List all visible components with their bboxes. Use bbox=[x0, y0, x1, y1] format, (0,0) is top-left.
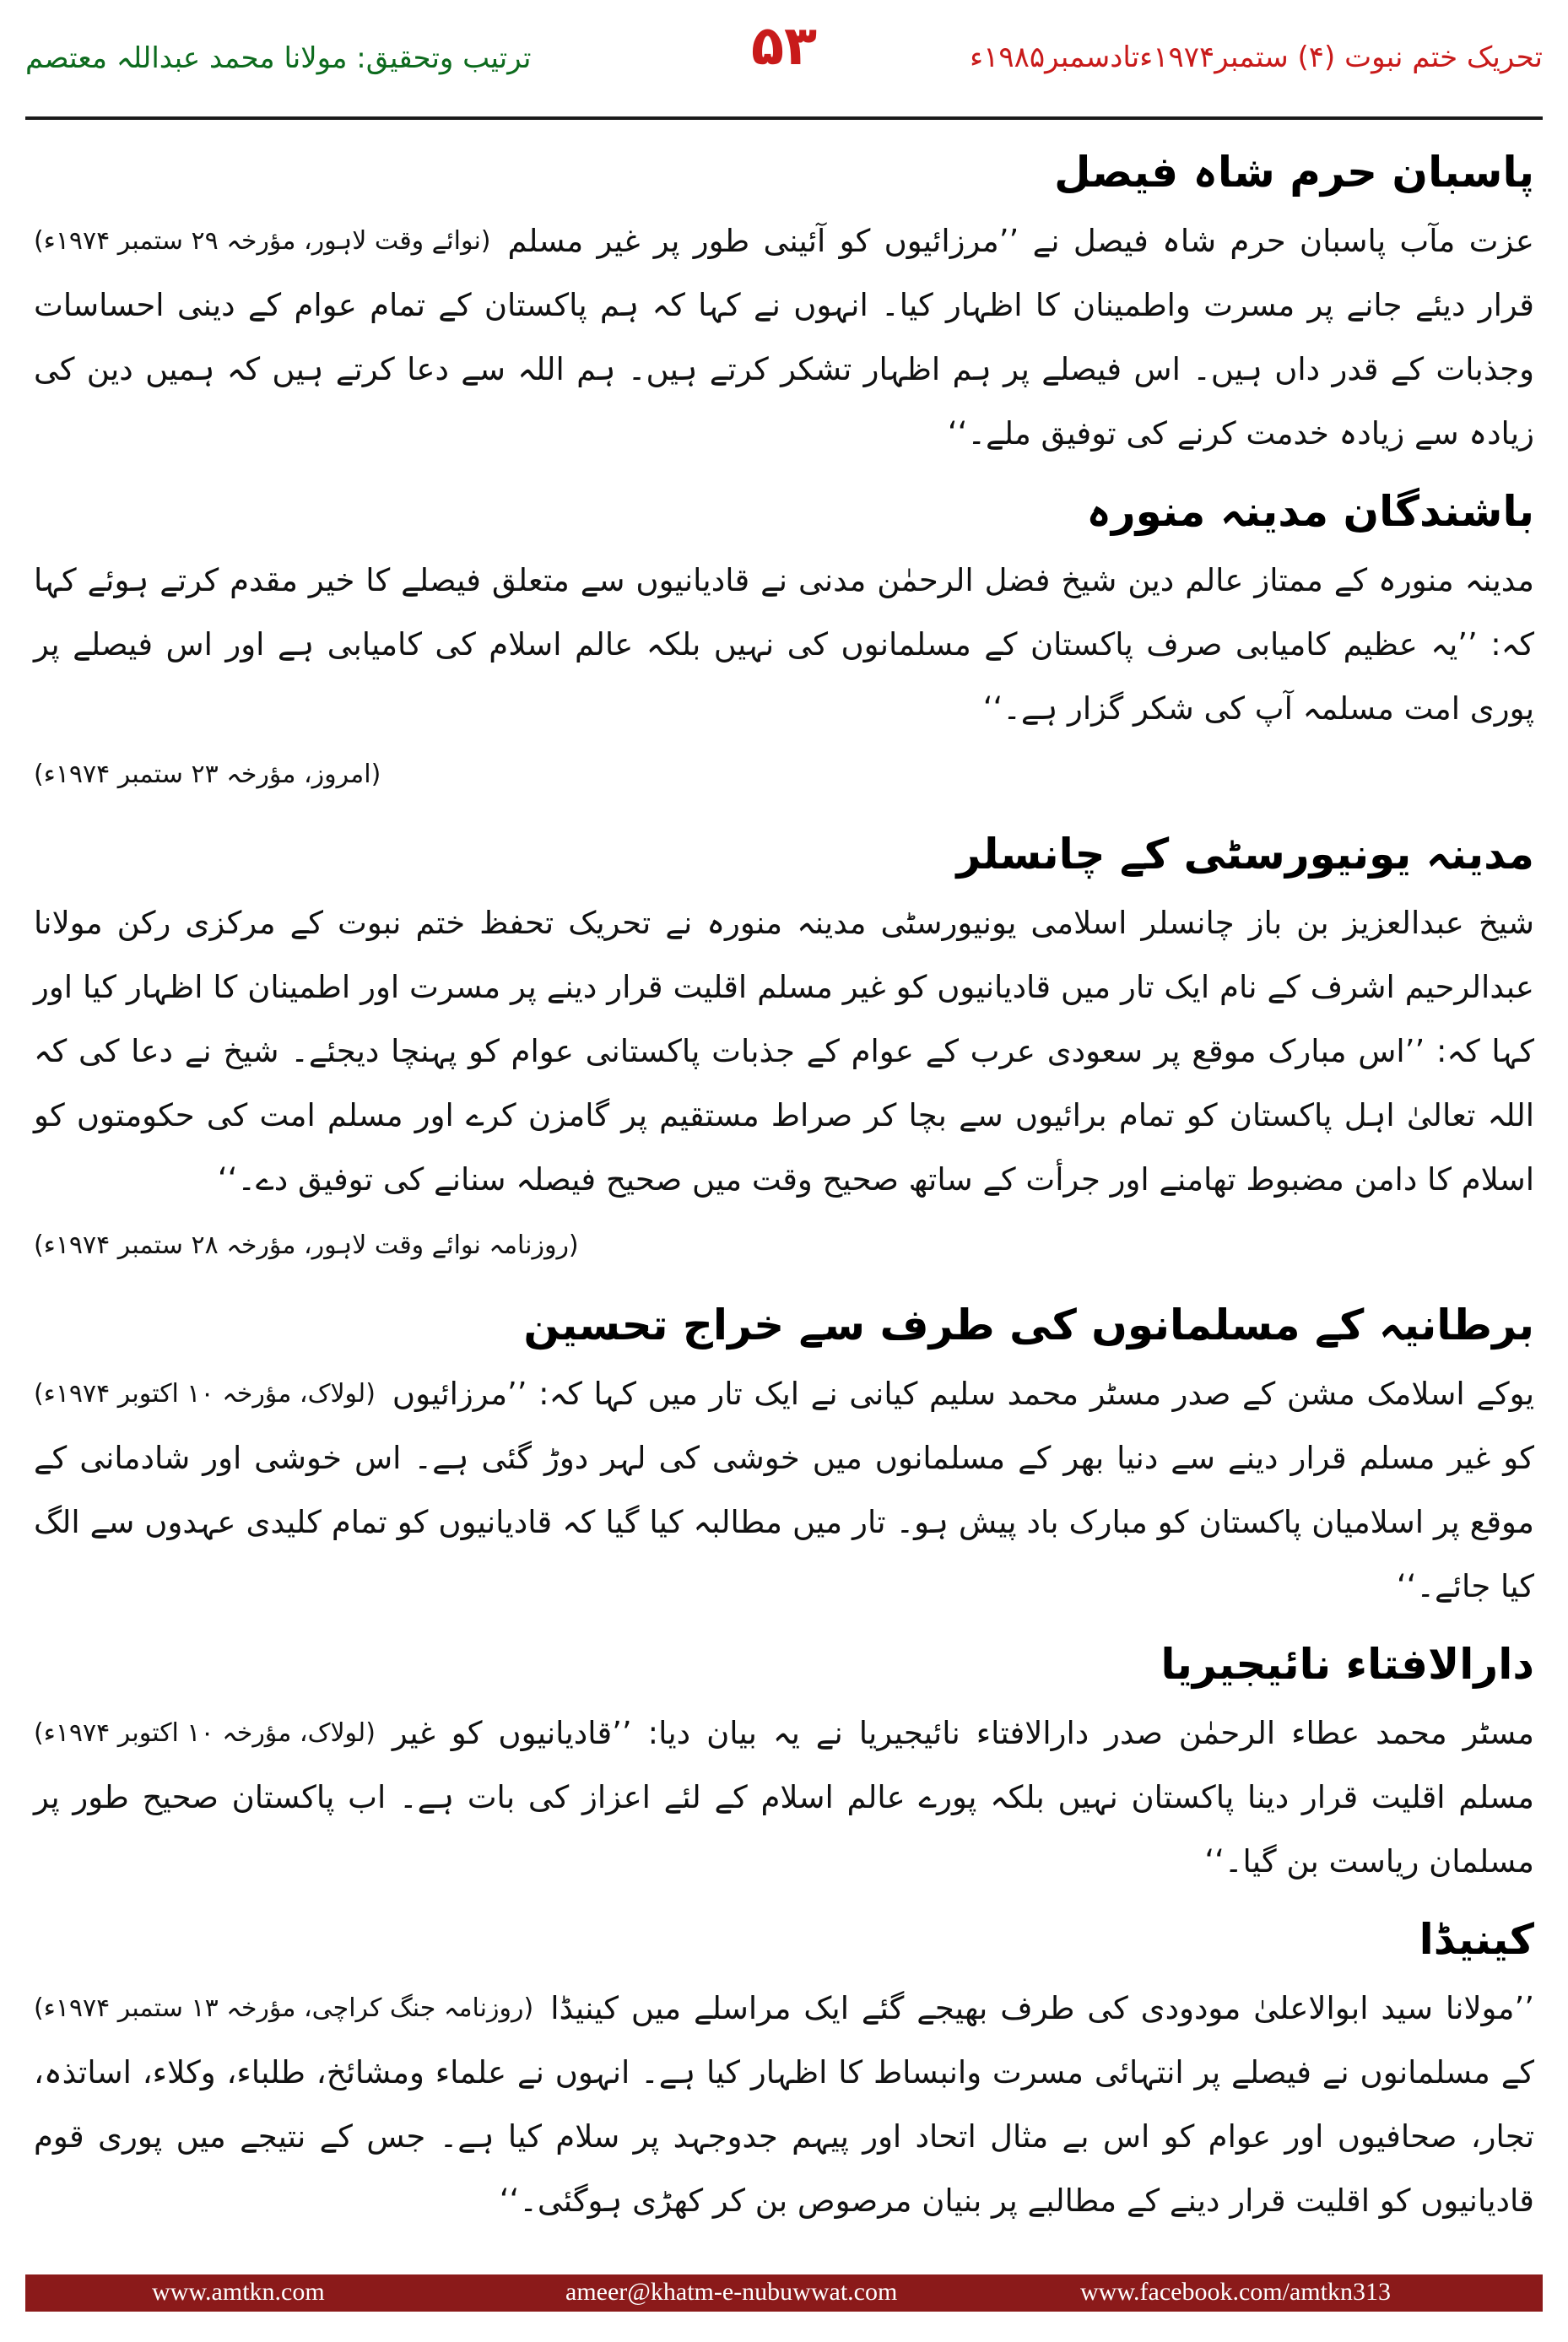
facebook-link[interactable]: www.facebook.com/amtkn313 bbox=[1080, 2278, 1391, 2306]
citation: (امروز، مؤرخہ ۲۳ ستمبر ۱۹۷۴ء) bbox=[34, 760, 381, 789]
section-nigeria bbox=[34, 1627, 1534, 1894]
section-paragraph bbox=[34, 1701, 1534, 1894]
section-madinah-residents bbox=[34, 474, 1534, 809]
citation: (لولاک، مؤرخہ ۱۰ اکتوبر ۱۹۷۴ء) bbox=[34, 1718, 376, 1748]
page-number: ۵۳ bbox=[750, 15, 818, 78]
section-shah-faisal bbox=[34, 135, 1534, 466]
section-heading: باشندگان مدینہ منورہ bbox=[1086, 487, 1534, 536]
paragraph-text: عزت مآب پاسبان حرم شاہ فیصل نے ’’مرزائیوں کو آئینی طور پر غیر مسلم قرار دیئے جانے پر مسرت واطمینان کا اظہار کیا۔ انہوں نے کہا کہ ہم پاکستان کے تمام عوام کے دینی احساسات وجذبات کے قدر داں ہیں۔ اس فیصلے پر ہم اظہار تشکر کرتے ہیں۔ ہم اللہ سے دعا کرتے ہیں کہ ہمیں دین کی زیادہ سے زیادہ خدمت کرنے کی توفیق ملے۔‘‘ bbox=[34, 223, 1534, 452]
header-divider bbox=[25, 116, 1543, 120]
section-heading: مدینہ یونیورسٹی کے چانسلر bbox=[956, 830, 1534, 879]
section-canada bbox=[34, 1902, 1534, 2233]
website-link[interactable]: www.amtkn.com bbox=[152, 2278, 325, 2306]
citation: (روزنامہ نوائے وقت لاہور، مؤرخہ ۲۸ ستمبر ۱۹۷۴ء) bbox=[34, 1230, 579, 1260]
paragraph-text: مسٹر محمد عطاء الرحمٰن صدر دارالافتاء نائیجیریا نے یہ بیان دیا: ’’قادیانیوں کو غیر مسلم اقلیت قرار دینا پاکستان نہیں بلکہ پورے عالم اسلام کے لئے اعزاز کی بات ہے۔ اب پاکستان صحیح طور پر مسلمان ریاست بن گیا۔‘‘ bbox=[34, 1715, 1534, 1880]
section-heading: دارالافتاء نائیجیریا bbox=[1160, 1640, 1534, 1689]
section-heading: برطانیہ کے مسلمانوں کی طرف سے خراج تحسین bbox=[523, 1301, 1534, 1349]
section-heading: پاسبان حرم شاہ فیصل bbox=[1054, 148, 1534, 197]
paragraph-text: شیخ عبدالعزیز بن باز چانسلر اسلامی یونیورسٹی مدینہ منورہ نے تحریک تحفظ ختم نبوت کے مرکزی رکن مولانا عبدالرحیم اشرف کے نام ایک تار میں قادیانیوں کو غیر مسلم اقلیت قرار دینے پر مسرت اور اطمینان کا اظہار کیا اور کہا کہ: ’’اس مبارک موقع پر سعودی عرب کے عوام کے جذبات پاکستانی عوام کو پہنچا دیجئے۔ شیخ نے دعا کی کہ اللہ تعالیٰ اہل پاکستان کو تمام برائیوں سے بچا کر صراط مستقیم پر گامزن کرے اور مسلم امت کی حکومتوں کو اسلام کا دامن مضبوط تھامنے اور جرأت کے ساتھ صحیح وقت میں صحیح فیصلہ سنانے کی توفیق دے۔‘‘ bbox=[34, 905, 1534, 1198]
section-madinah-university bbox=[34, 817, 1534, 1279]
citation: (لولاک، مؤرخہ ۱۰ اکتوبر ۱۹۷۴ء) bbox=[34, 1379, 376, 1409]
book-title: تحریک ختم نبوت (۴) ستمبر۱۹۷۴ءتادسمبر۱۹۸۵ء bbox=[970, 41, 1543, 74]
page-header bbox=[25, 15, 1543, 116]
section-uk-muslims bbox=[34, 1288, 1534, 1619]
citation: (نوائے وقت لاہور، مؤرخہ ۲۹ ستمبر ۱۹۷۴ء) bbox=[34, 226, 491, 256]
section-paragraph bbox=[34, 891, 1534, 1212]
section-paragraph bbox=[34, 549, 1534, 741]
paragraph-text: یوکے اسلامک مشن کے صدر مسٹر محمد سلیم کیانی نے ایک تار میں کہا کہ: ’’مرزائیوں کو غیر مسلم قرار دینے سے دنیا بھر کے مسلمانوں میں خوشی کی لہر دوڑ گئی ہے۔ اس خوشی اور شادمانی کے موقع پر اسلامیان پاکستان کو مبارک باد پیش ہو۔ تار میں مطالبہ کیا گیا کہ قادیانیوں کو تمام کلیدی عہدوں سے الگ کیا جائے۔‘‘ bbox=[34, 1376, 1534, 1604]
section-heading: کینیڈا bbox=[1419, 1915, 1534, 1964]
paragraph-text: مدینہ منورہ کے ممتاز عالم دین شیخ فضل الرحمٰن مدنی نے قادیانیوں سے متعلق فیصلے کا خیر مقدم کرتے ہوئے کہا کہ: ’’یہ عظیم کامیابی صرف پاکستان کے مسلمانوں کی نہیں بلکہ عالم اسلام کی کامیابی ہے اور اس فیصلے پر پوری امت مسلمہ آپ کی شکر گزار ہے۔‘‘ bbox=[34, 562, 1534, 727]
page-footer bbox=[25, 2274, 1543, 2312]
email-link[interactable]: ameer@khatm-e-nubuwwat.com bbox=[565, 2278, 898, 2306]
section-paragraph bbox=[34, 1362, 1534, 1619]
paragraph-text: ’’مولانا سید ابوالاعلیٰ مودودی کی طرف بھیجے گئے ایک مراسلے میں کینیڈا کے مسلمانوں نے فیصلے پر انتہائی مسرت وانبساط کا اظہار کیا ہے۔ انہوں نے علماء ومشائخ، طلباء، وکلاء، اساتذہ، تجار، صحافیوں اور عوام کو اس بے مثال اتحاد اور پیہم جدوجہد پر سلام کیا ہے۔ جس کے نتیجے میں پوری قوم قادیانیوں کو اقلیت قرار دینے کے مطالبے پر بنیان مرصوص بن کر کھڑی ہوگئی۔‘‘ bbox=[34, 1990, 1534, 2219]
compiler-credit: ترتیب وتحقیق: مولانا محمد عبداللہ معتصم bbox=[25, 41, 532, 75]
section-paragraph bbox=[34, 1977, 1534, 2233]
article-body bbox=[34, 135, 1534, 2242]
citation: (روزنامہ جنگ کراچی، مؤرخہ ۱۳ ستمبر ۱۹۷۴ء) bbox=[34, 1993, 534, 2023]
section-paragraph bbox=[34, 209, 1534, 466]
